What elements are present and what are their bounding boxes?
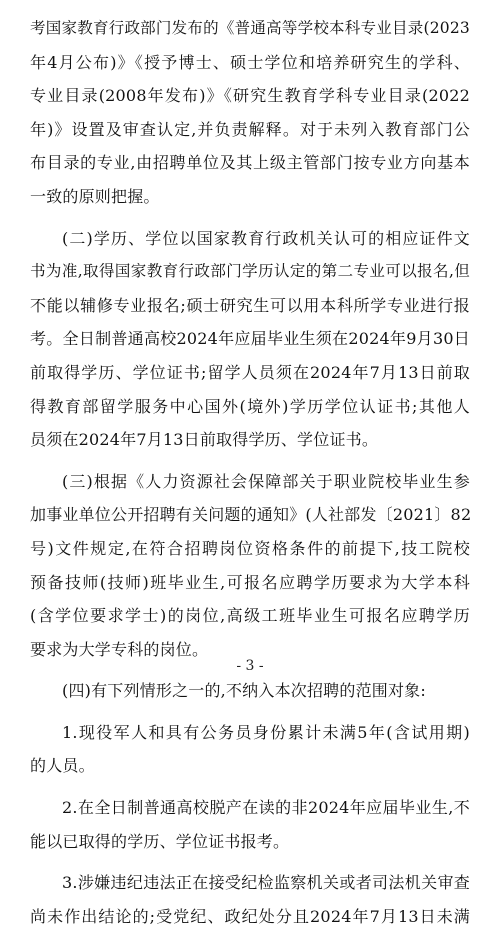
text-line: 要求为大学专科的岗位。	[30, 639, 209, 659]
text-line: 2.在全日制普通高校脱产在读的非2024年应届毕业生,不	[62, 798, 470, 818]
paragraph-3	[30, 465, 470, 667]
text-line: 号)文件规定,在符合招聘岗位资格条件的前提下,技工院校	[30, 538, 470, 558]
paragraph-1	[30, 12, 470, 214]
text-line: 考国家教育行政部门发布的《普通高等学校本科专业目录(2023	[30, 19, 470, 37]
text-line: 1.现役军人和具有公务员身份累计未满5年(含试用期)	[62, 722, 470, 742]
text-line: 前取得学历、学位证书;留学人员须在2024年7月13日前取	[30, 362, 470, 382]
text-line: 能以已取得的学历、学位证书报考。	[30, 831, 290, 851]
text-line: 得教育部留学服务中心国外(境外)学历学位认证书;其他人	[30, 396, 470, 416]
paragraph-4	[30, 674, 470, 708]
text-line: 加事业单位公开招聘有关问题的通知》(人社部发〔2021〕82	[30, 505, 472, 525]
text-line: (四)有下列情形之一的,不纳入本次招聘的范围对象:	[62, 681, 426, 701]
text-line: 尚未作出结论的;受党纪、政纪处分且2024年7月13日未满	[30, 906, 470, 926]
text-line: 一致的原则把握。	[30, 186, 160, 206]
text-line: 年)》设置及审查认定,并负责解释。对于未列入教育部门公	[30, 119, 470, 139]
page-number: - 3 -	[236, 658, 264, 674]
paragraph-7	[30, 866, 470, 933]
text-line: 员须在2024年7月13日前取得学历、学位证书。	[30, 430, 379, 450]
paragraph-5	[30, 716, 470, 783]
text-line: (含学位要求学士)的岗位,高级工班毕业生可报名应聘学历	[30, 606, 470, 626]
text-line: (二)学历、学位以国家教育行政机关认可的相应证件文	[62, 228, 470, 248]
text-line: 专业目录(2008年发布)》《研究生教育学科专业目录(2022	[30, 86, 470, 106]
text-line: 的人员。	[30, 756, 95, 776]
text-line: 不能以辅修专业报名;硕士研究生可以用本科所学专业进行报	[30, 295, 470, 315]
text-line: 3.涉嫌违纪违法正在接受纪检监察机关或者司法机关审查	[62, 873, 470, 893]
document-page	[30, 12, 470, 933]
text-line: 考。全日制普通高校2024年应届毕业生须在2024年9月30日	[30, 329, 470, 349]
paragraph-6	[30, 791, 470, 858]
paragraph-2	[30, 222, 470, 457]
text-line: 年4月公布)》《授予博士、硕士学位和培养研究生的学科、	[30, 52, 470, 72]
text-line: 书为准,取得国家教育行政部门学历认定的第二专业可以报名,但	[30, 262, 470, 281]
text-line: 布目录的专业,由招聘单位及其上级主管部门按专业方向基本	[30, 153, 470, 173]
text-line: (三)根据《人力资源社会保障部关于职业院校毕业生参	[62, 471, 470, 491]
text-line: 预备技师(技师)班毕业生,可报名应聘学历要求为大学本科	[30, 572, 470, 592]
